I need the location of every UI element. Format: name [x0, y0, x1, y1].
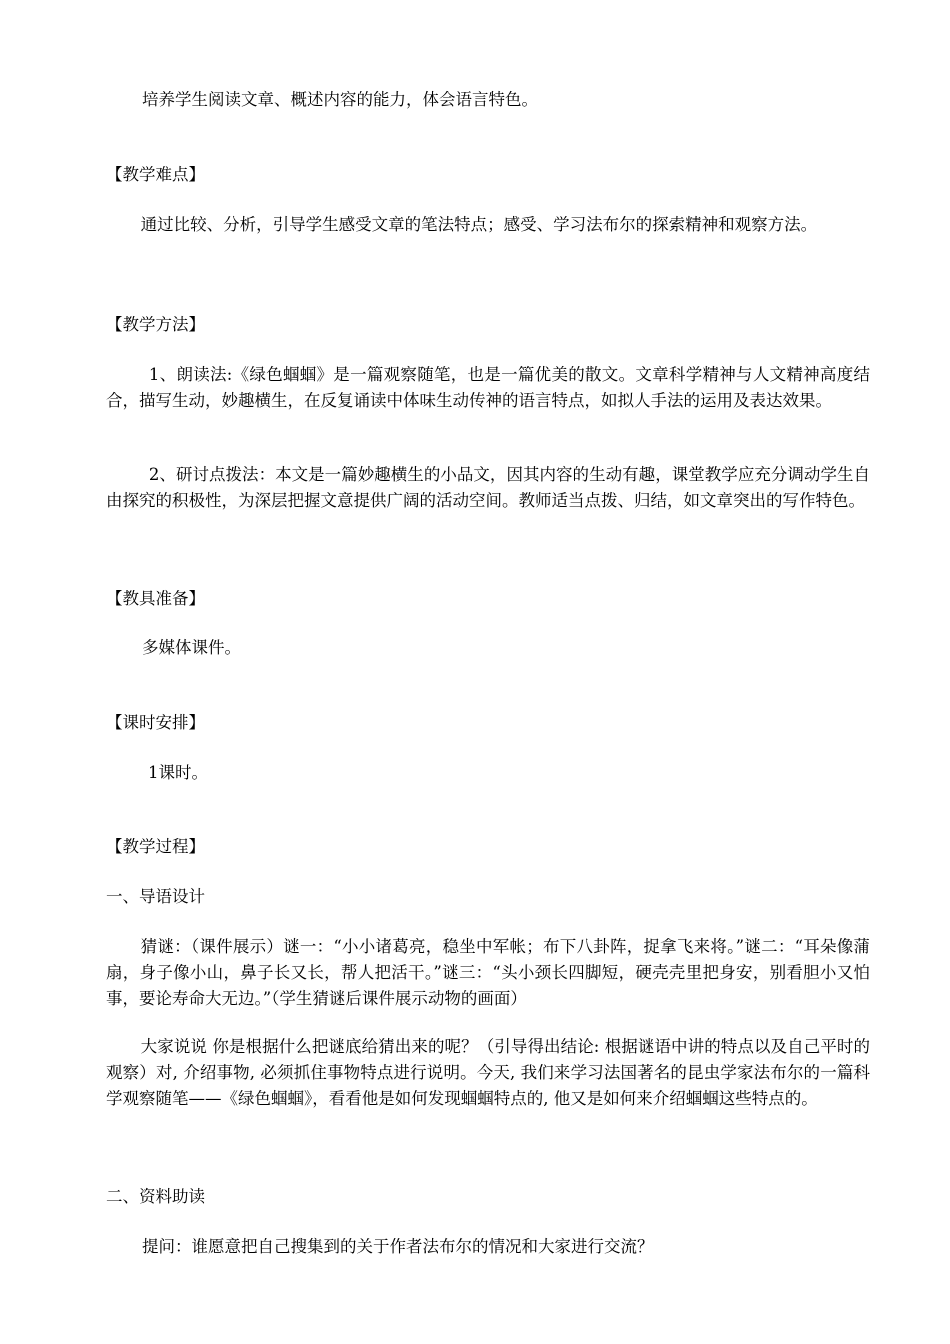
difficulty-heading: 【教学难点】 — [106, 165, 205, 184]
schedule-text: 1课时。 — [148, 763, 208, 782]
process-heading: 【教学过程】 — [106, 837, 205, 856]
ability-goal-text: 培养学生阅读文章、概述内容的能力，体会语言特色。 — [142, 90, 538, 109]
intro-riddles-text: 猜谜：（课件展示）谜一：“小小诸葛亮，稳坐中军帐；布下八卦阵，捉拿飞来将。”谜二：“耳朵像蒲扇，身子像小山，鼻子长又长，帮人把活干。”谜三：“头小颈长四脚短，硬壳壳里把身安，别看胆小又怕事，要论寿命大无边。”（学生猜谜后课件展示动物的画面） — [106, 937, 870, 1008]
reading-question-text: 提问：谁愿意把自己搜集到的关于作者法布尔的情况和大家进行交流？ — [142, 1237, 654, 1256]
methods-heading: 【教学方法】 — [106, 315, 205, 334]
tools-text: 多媒体课件。 — [142, 638, 241, 657]
method-item-reading: 1、朗读法:《绿色蝈蝈》是一篇观察随笔，也是一篇优美的散文。文章科学精神与人文精神高度结合，描写生动，妙趣横生，在反复诵读中体味生动传神的语言特点，如拟人手法的运用及表达效果。 — [106, 365, 870, 410]
method-item-discussion: 2、研讨点拨法：本文是一篇妙趣横生的小品文，因其内容的生动有趣，课堂教学应充分调动学生自由探究的积极性，为深层把握文意提供广阔的活动空间。教师适当点拨、归结，如文章突出的写作特色。 — [106, 465, 870, 510]
difficulty-text: 通过比较、分析，引导学生感受文章的笔法特点；感受、学习法布尔的探索精神和观察方法。 — [140, 215, 818, 234]
reading-section-title: 二、资料助读 — [106, 1187, 205, 1206]
intro-section-title: 一、导语设计 — [106, 887, 205, 906]
tools-heading: 【教具准备】 — [106, 589, 205, 608]
schedule-heading: 【课时安排】 — [106, 713, 205, 732]
intro-discussion-text: 大家说说 你是根据什么把谜底给猜出来的呢？（引导得出结论: 根据谜语中讲的特点以及自己平时的观察）对, 介绍事物, 必须抓住事物特点进行说明。今天, 我们来学习法国著名的昆虫学家法布尔的一篇科学观察随笔——《绿色蝈蝈》，看看他是如何发现蝈蝈特点的, 他又是如何来介绍蝈蝈这些特点的。 — [106, 1037, 870, 1108]
